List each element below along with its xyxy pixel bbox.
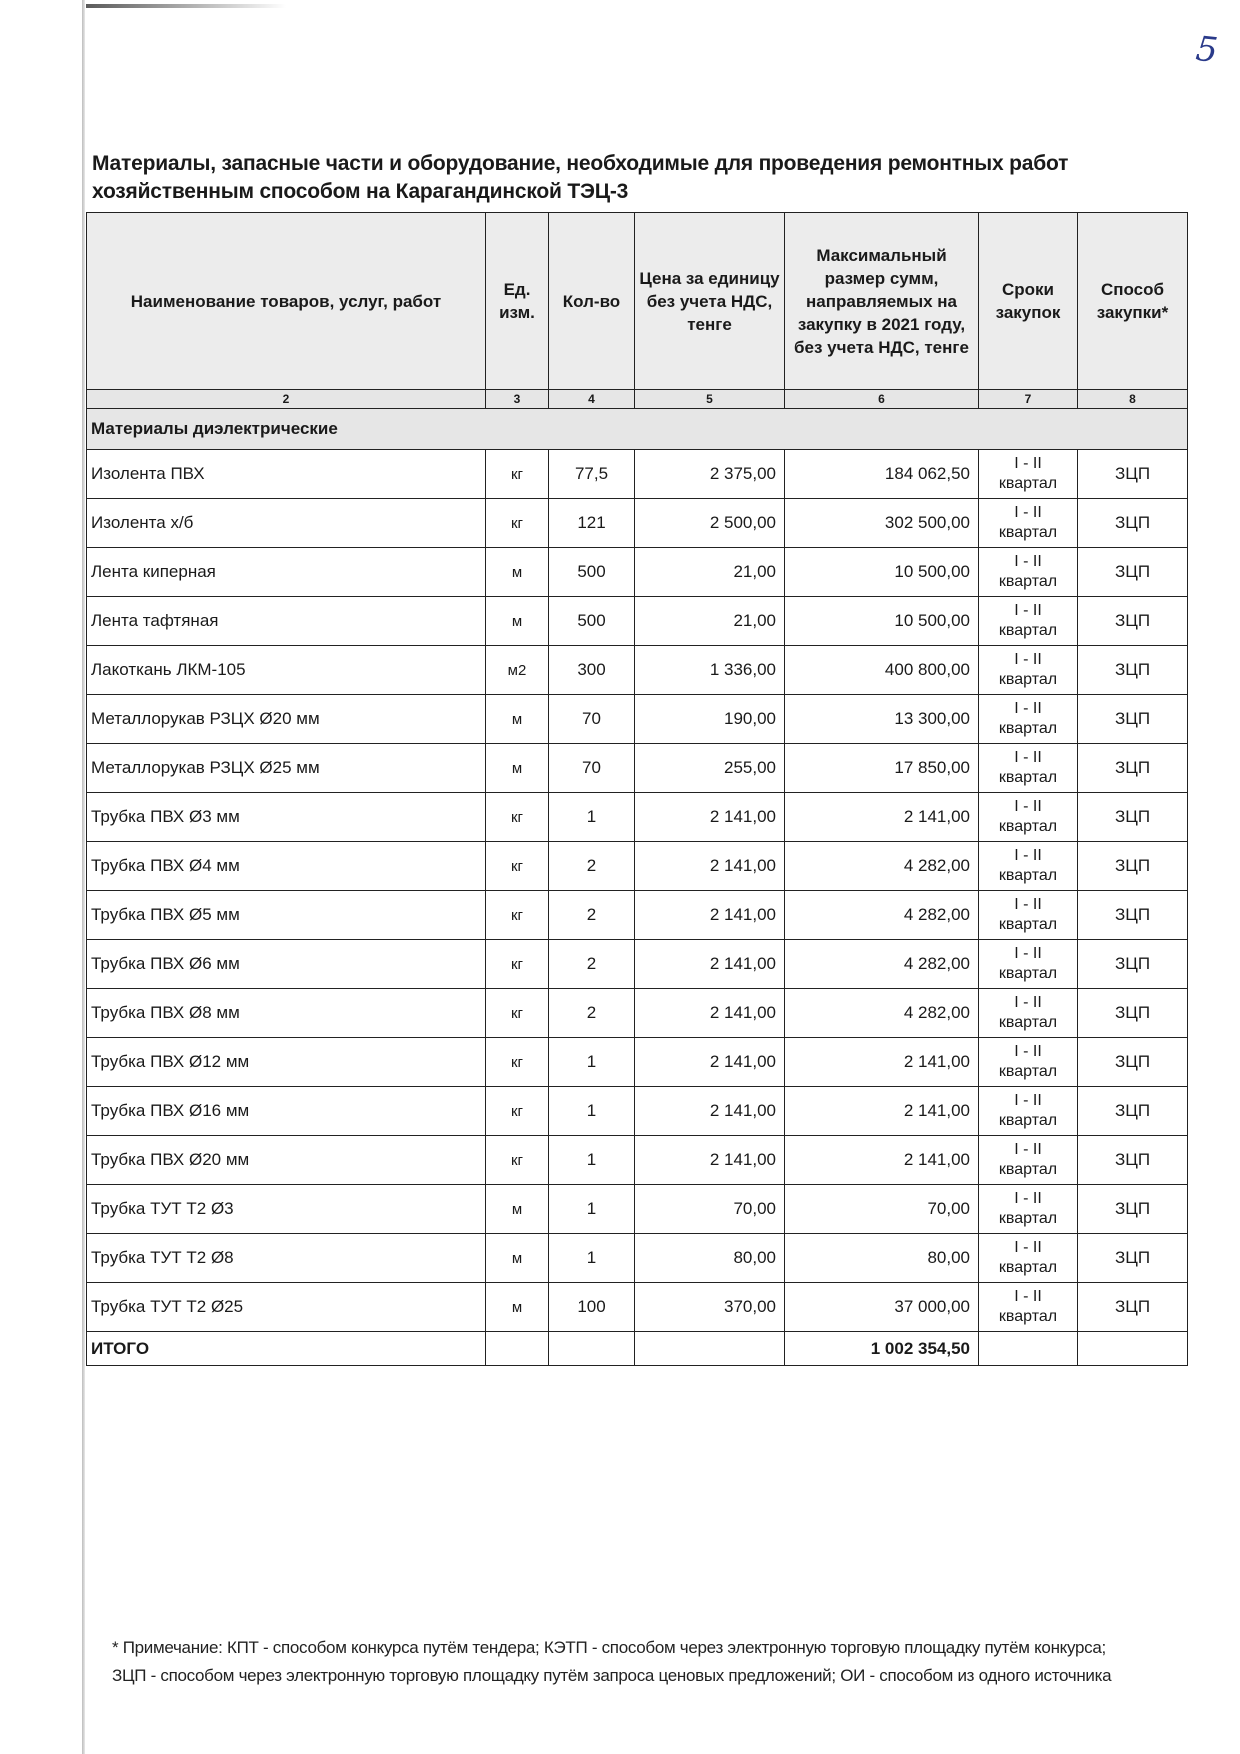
table-row [87,1283,1188,1332]
term-unit: квартал [998,867,1058,884]
total-label: ИТОГО [87,1332,486,1366]
item-qty: 1 [549,793,635,842]
term-quarters: I - II [1014,553,1042,570]
table-row [87,1185,1188,1234]
item-qty: 1 [549,1185,635,1234]
item-qty: 1 [549,1038,635,1087]
term-quarters: I - II [1014,994,1042,1011]
item-qty: 500 [549,597,635,646]
table-row [87,793,1188,842]
term-unit: квартал [998,1063,1058,1080]
table-row [87,450,1188,499]
item-unit: кг [486,891,549,940]
column-number: 6 [785,390,979,409]
item-unit: м [486,695,549,744]
table-row [87,695,1188,744]
item-method: ЗЦП [1078,1185,1188,1234]
item-method: ЗЦП [1078,1038,1188,1087]
item-qty: 70 [549,744,635,793]
item-price: 370,00 [635,1283,785,1332]
term-unit: квартал [998,769,1058,786]
scan-top-shadow [86,4,286,8]
footnote: * Примечание: КПТ - способом конкурса путём тендера; КЭТП - способом через электронную торговую площадку путём конкурса; ЗЦП - способом через электронную торговую площадку путём запроса ценовых предложений; ОИ - способом из одного источника [112,1638,1112,1685]
term-unit: квартал [998,1308,1058,1325]
term-unit: квартал [998,1259,1058,1276]
item-price: 2 141,00 [635,842,785,891]
item-price: 2 141,00 [635,1136,785,1185]
section-row [87,409,1188,450]
term-quarters: I - II [1014,896,1042,913]
item-unit: кг [486,499,549,548]
empty-cell [1078,1332,1188,1366]
header-name: Наименование товаров, услуг, работ [87,213,486,390]
item-price: 70,00 [635,1185,785,1234]
item-term [979,842,1078,891]
item-term [979,940,1078,989]
header-term: Сроки закупок [979,213,1078,390]
item-term [979,891,1078,940]
item-price: 2 141,00 [635,1038,785,1087]
column-number: 7 [979,390,1078,409]
item-name: Трубка ПВХ Ø20 мм [87,1136,486,1185]
column-number: 8 [1078,390,1188,409]
term-quarters: I - II [1014,1043,1042,1060]
item-sum: 37 000,00 [785,1283,979,1332]
header-qty: Кол-во [549,213,635,390]
item-method: ЗЦП [1078,646,1188,695]
item-qty: 2 [549,940,635,989]
item-name: Лента киперная [87,548,486,597]
item-price: 2 500,00 [635,499,785,548]
item-unit: м [486,744,549,793]
table-row [87,548,1188,597]
item-qty: 100 [549,1283,635,1332]
item-unit: кг [486,1038,549,1087]
table-row [87,891,1188,940]
item-method: ЗЦП [1078,1234,1188,1283]
item-price: 1 336,00 [635,646,785,695]
table-row [87,1136,1188,1185]
item-price: 21,00 [635,548,785,597]
term-quarters: I - II [1014,945,1042,962]
item-term [979,1087,1078,1136]
item-unit: м [486,597,549,646]
item-qty: 1 [549,1087,635,1136]
table-row [87,744,1188,793]
item-price: 2 375,00 [635,450,785,499]
item-price: 21,00 [635,597,785,646]
item-unit: м [486,1234,549,1283]
item-method: ЗЦП [1078,450,1188,499]
item-qty: 121 [549,499,635,548]
item-sum: 302 500,00 [785,499,979,548]
column-number: 3 [486,390,549,409]
table-row [87,646,1188,695]
item-name: Трубка ТУТ Т2 Ø25 [87,1283,486,1332]
item-name: Трубка ПВХ Ø6 мм [87,940,486,989]
item-price: 2 141,00 [635,989,785,1038]
item-name: Трубка ПВХ Ø4 мм [87,842,486,891]
item-price: 190,00 [635,695,785,744]
item-term [979,450,1078,499]
item-price: 80,00 [635,1234,785,1283]
empty-cell [486,1332,549,1366]
item-sum: 4 282,00 [785,989,979,1038]
item-qty: 2 [549,989,635,1038]
table-body [87,450,1188,1332]
item-qty: 1 [549,1136,635,1185]
item-name: Лакоткань ЛКМ-105 [87,646,486,695]
item-method: ЗЦП [1078,1087,1188,1136]
empty-cell [979,1332,1078,1366]
item-qty: 70 [549,695,635,744]
term-quarters: I - II [1014,700,1042,717]
item-sum: 4 282,00 [785,940,979,989]
item-term [979,1185,1078,1234]
item-term [979,793,1078,842]
total-sum: 1 002 354,50 [785,1332,979,1366]
item-sum: 2 141,00 [785,1038,979,1087]
term-quarters: I - II [1014,1288,1042,1305]
term-unit: квартал [998,475,1058,492]
item-unit: м2 [486,646,549,695]
term-unit: квартал [998,1014,1058,1031]
table-row [87,989,1188,1038]
item-name: Трубка ПВХ Ø3 мм [87,793,486,842]
item-name: Металлорукав РЗЦХ Ø25 мм [87,744,486,793]
scan-edge-shadow [82,0,85,1754]
column-number: 5 [635,390,785,409]
header-unit: Ед. изм. [486,213,549,390]
item-term [979,1136,1078,1185]
item-term [979,597,1078,646]
item-method: ЗЦП [1078,695,1188,744]
item-term [979,695,1078,744]
item-unit: кг [486,989,549,1038]
item-term [979,1283,1078,1332]
item-unit: кг [486,1136,549,1185]
table-row [87,1038,1188,1087]
item-price: 255,00 [635,744,785,793]
item-price: 2 141,00 [635,940,785,989]
item-unit: кг [486,842,549,891]
item-term [979,646,1078,695]
item-term [979,499,1078,548]
term-quarters: I - II [1014,1092,1042,1109]
item-unit: м [486,1283,549,1332]
item-qty: 300 [549,646,635,695]
term-quarters: I - II [1014,798,1042,815]
term-quarters: I - II [1014,1141,1042,1158]
item-sum: 17 850,00 [785,744,979,793]
item-sum: 2 141,00 [785,1087,979,1136]
item-name: Металлорукав РЗЦХ Ø20 мм [87,695,486,744]
item-method: ЗЦП [1078,793,1188,842]
item-sum: 13 300,00 [785,695,979,744]
term-unit: квартал [998,524,1058,541]
item-term [979,1234,1078,1283]
term-quarters: I - II [1014,602,1042,619]
header-price: Цена за единицу без учета НДС, тенге [635,213,785,390]
item-term [979,744,1078,793]
table-row [87,499,1188,548]
procurement-table [86,212,1188,1366]
item-qty: 2 [549,842,635,891]
item-name: Изолента х/б [87,499,486,548]
item-name: Трубка ТУТ Т2 Ø3 [87,1185,486,1234]
empty-cell [635,1332,785,1366]
item-unit: кг [486,793,549,842]
term-unit: квартал [998,1112,1058,1129]
term-unit: квартал [998,622,1058,639]
term-unit: квартал [998,720,1058,737]
handwritten-page-number: 5 [1193,28,1220,72]
document-title: Материалы, запасные части и оборудование, необходимые для проведения ремонтных работ хозяйственным способом на Карагандинской ТЭЦ-3 [92,152,1069,203]
table-row [87,940,1188,989]
section-title: Материалы диэлектрические [87,409,1188,450]
term-unit: квартал [998,1161,1058,1178]
item-method: ЗЦП [1078,842,1188,891]
item-method: ЗЦП [1078,940,1188,989]
term-unit: квартал [998,916,1058,933]
header-sum: Максимальный размер сумм, направляемых на закупку в 2021 году, без учета НДС, тенге [785,213,979,390]
item-qty: 77,5 [549,450,635,499]
item-unit: кг [486,450,549,499]
item-qty: 500 [549,548,635,597]
item-sum: 10 500,00 [785,597,979,646]
item-sum: 4 282,00 [785,842,979,891]
item-name: Трубка ПВХ Ø16 мм [87,1087,486,1136]
term-unit: квартал [998,671,1058,688]
item-sum: 4 282,00 [785,891,979,940]
item-method: ЗЦП [1078,1136,1188,1185]
term-quarters: I - II [1014,504,1042,521]
term-quarters: I - II [1014,749,1042,766]
table-row [87,597,1188,646]
total-row [87,1332,1188,1366]
item-method: ЗЦП [1078,891,1188,940]
item-price: 2 141,00 [635,891,785,940]
column-number: 2 [87,390,486,409]
column-number-row [87,390,1188,409]
item-qty: 1 [549,1234,635,1283]
table-row [87,1234,1188,1283]
item-price: 2 141,00 [635,793,785,842]
item-unit: кг [486,940,549,989]
item-method: ЗЦП [1078,597,1188,646]
item-method: ЗЦП [1078,499,1188,548]
item-qty: 2 [549,891,635,940]
term-unit: квартал [998,818,1058,835]
term-quarters: I - II [1014,1190,1042,1207]
item-sum: 2 141,00 [785,1136,979,1185]
item-sum: 70,00 [785,1185,979,1234]
item-price: 2 141,00 [635,1087,785,1136]
item-name: Трубка ПВХ Ø5 мм [87,891,486,940]
item-unit: м [486,548,549,597]
term-quarters: I - II [1014,1239,1042,1256]
term-unit: квартал [998,1210,1058,1227]
item-term [979,989,1078,1038]
table-row [87,842,1188,891]
item-term [979,548,1078,597]
item-name: Лента тафтяная [87,597,486,646]
item-sum: 184 062,50 [785,450,979,499]
term-unit: квартал [998,573,1058,590]
term-quarters: I - II [1014,651,1042,668]
item-sum: 400 800,00 [785,646,979,695]
empty-cell [549,1332,635,1366]
item-sum: 80,00 [785,1234,979,1283]
item-name: Трубка ПВХ Ø8 мм [87,989,486,1038]
term-quarters: I - II [1014,847,1042,864]
item-unit: м [486,1185,549,1234]
item-method: ЗЦП [1078,1283,1188,1332]
item-name: Изолента ПВХ [87,450,486,499]
item-method: ЗЦП [1078,548,1188,597]
column-number: 4 [549,390,635,409]
item-method: ЗЦП [1078,744,1188,793]
term-unit: квартал [998,965,1058,982]
item-unit: кг [486,1087,549,1136]
table-row [87,1087,1188,1136]
item-name: Трубка ПВХ Ø12 мм [87,1038,486,1087]
item-method: ЗЦП [1078,989,1188,1038]
item-term [979,1038,1078,1087]
item-sum: 2 141,00 [785,793,979,842]
item-sum: 10 500,00 [785,548,979,597]
header-method: Способ закупки* [1078,213,1188,390]
item-name: Трубка ТУТ Т2 Ø8 [87,1234,486,1283]
table-header-row [87,213,1188,390]
term-quarters: I - II [1014,455,1042,472]
